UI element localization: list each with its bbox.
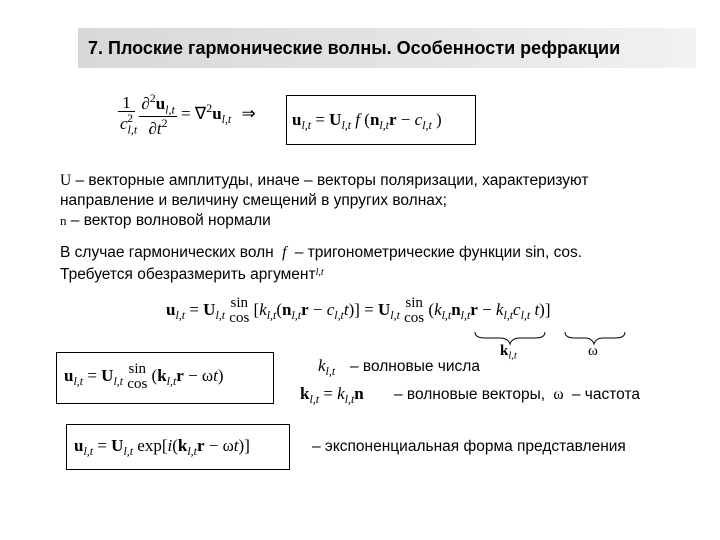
underbraces <box>470 330 640 352</box>
wavenumber-symbol: $k_{l,t}$ <box>318 356 336 379</box>
plane-wave-solution: $u_{l,t} = U_{l,t}$ f ($n_{l,t}r - c_{l,t}$ ) <box>292 110 442 133</box>
harmonic-waves-text: В случае гармонических волн f – тригонометрические функции sin, cos. <box>60 244 583 261</box>
omega-label: ω <box>588 343 598 359</box>
wavenumbers-text: – волновые числа <box>350 358 480 375</box>
normal-description: n – вектор волновой нормали <box>60 212 271 229</box>
slide-title: 7. Плоские гармонические волны. Особенности рефракции <box>78 28 696 68</box>
wavevector-label: $k_{l,t}$ <box>500 343 517 362</box>
exponential-form: $u_{l,t} = U_{l,t}$ $\exp[i(k_{l,t}r - \omega t)]$ <box>74 436 250 459</box>
sincos-expansion: $u_{l,t} = U_{l,t}$ sin $\cos [k_{l,t}(n_{l,t}r - c_{l,t}t)] = U_{l,t}$ sin $\cos (k_{l,t}n_{l,t}r - k_{l,t}c_{l,t}$ t)] <box>166 295 551 326</box>
exponential-form-text: – экспоненциальная форма представления <box>312 438 626 455</box>
wavevectors-text: – волновые векторы, ω – частота <box>394 386 640 403</box>
dimensionless-argument-text: Требуется обезразмерить аргумент$^{l,t}$ <box>60 266 324 283</box>
wave-equation: $\frac{1}{c_{l,t}^2}$ $\frac{\partial^2u_{l,t}}{\partial t^2}$ = $\nabla^2u_{l,t}$ ⇒ <box>120 91 256 138</box>
amplitude-description: U – векторные амплитуды, иначе – векторы поляризации, характеризуют <box>60 172 589 189</box>
sincos-short-form: $u_{l,t} = U_{l,t}$ sin $\cos (k_{l,t}r - \omega t)$ <box>64 361 224 392</box>
wavevector-definition: $k_{l,t} = k_{l,t}n$ <box>300 384 364 407</box>
amplitude-description-cont: направление и величину смещений в упругих волнах; <box>60 192 447 209</box>
